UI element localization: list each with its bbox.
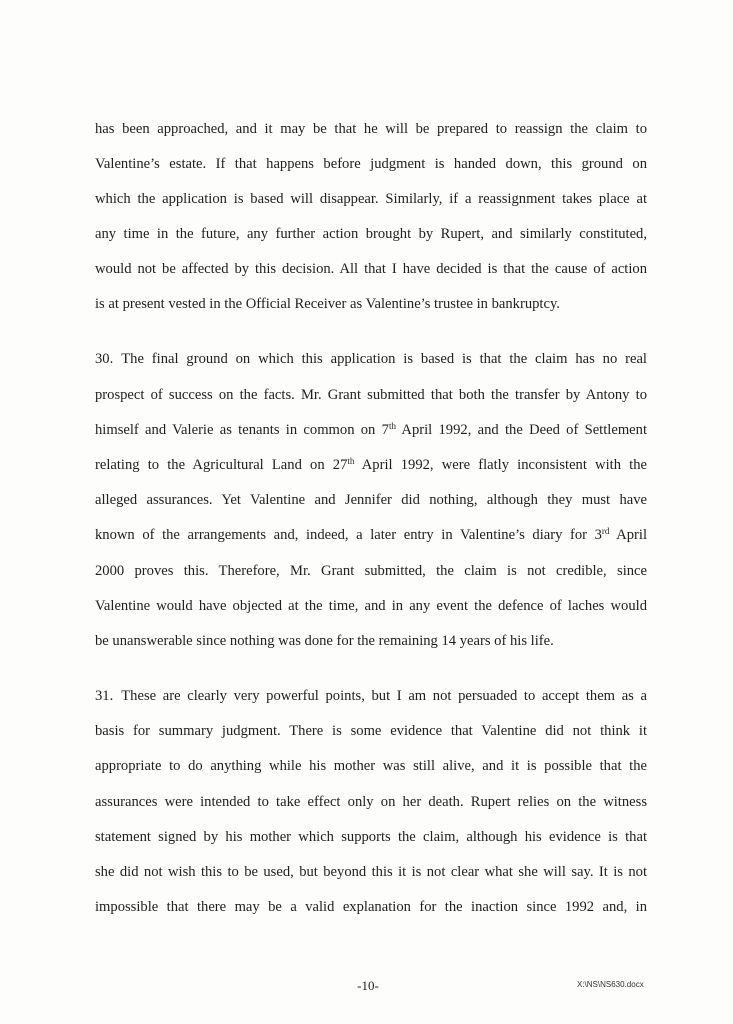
text-line: any time in the future, any further action brought by Rupert, and similarly constituted, bbox=[95, 226, 647, 242]
text-line: basis for summary judgment. There is some evidence that Valentine did not think it bbox=[95, 723, 647, 739]
text-line bbox=[95, 456, 647, 474]
text-segment: himself and Valerie as tenants in common on 7 bbox=[95, 422, 389, 438]
ordinal-suffix: th bbox=[347, 456, 355, 466]
text-segment: April 1992, were flatly inconsistent with the bbox=[354, 457, 647, 473]
text-line: appropriate to do anything while his mother was still alive, and it is possible that the bbox=[95, 758, 647, 774]
text-line: be unanswerable since nothing was done for the remaining 14 years of his life. bbox=[95, 633, 554, 649]
text-line: statement signed by his mother which supports the claim, although his evidence is that bbox=[95, 829, 647, 845]
text-line: is at present vested in the Official Receiver as Valentine’s trustee in bankruptcy. bbox=[95, 296, 560, 312]
text-line: prospect of success on the facts. Mr. Grant submitted that both the transfer by Antony to bbox=[95, 387, 647, 403]
text-line: which the application is based will disappear. Similarly, if a reassignment takes place at bbox=[95, 191, 647, 207]
text-line bbox=[95, 421, 647, 439]
file-reference: X:\NS\NS630.docx bbox=[577, 980, 644, 989]
ordinal-suffix: rd bbox=[601, 526, 610, 536]
text-segment: known of the arrangements and, indeed, a later entry in Valentine’s diary for 3 bbox=[95, 527, 602, 543]
text-line: she did not wish this to be used, but beyond this it is not clear what she will say. It is not bbox=[95, 864, 647, 880]
text-line: assurances were intended to take effect only on her death. Rupert relies on the witness bbox=[95, 794, 647, 810]
text-line: 2000 proves this. Therefore, Mr. Grant submitted, the claim is not credible, since bbox=[95, 563, 647, 579]
text-line: impossible that there may be a valid explanation for the inaction since 1992 and, in bbox=[95, 899, 647, 915]
text-line: The final ground on which this application is based is that the claim has no real bbox=[121, 351, 647, 367]
text-line: would not be affected by this decision. All that I have decided is that the cause of action bbox=[95, 261, 647, 277]
text-segment: relating to the Agricultural Land on 27 bbox=[95, 457, 348, 473]
text-line bbox=[95, 526, 647, 544]
text-segment: April 1992, and the Deed of Settlement bbox=[395, 422, 647, 438]
paragraph-first-line bbox=[95, 350, 647, 368]
paragraph-number: 30. bbox=[95, 351, 114, 367]
text-line: These are clearly very powerful points, but I am not persuaded to accept them as a bbox=[121, 688, 647, 704]
text-line: Valentine’s estate. If that happens before judgment is handed down, this ground on bbox=[95, 156, 647, 172]
ordinal-suffix: th bbox=[388, 421, 396, 431]
page-number: -10- bbox=[357, 978, 379, 993]
text-line: has been approached, and it may be that he will be prepared to reassign the claim to bbox=[95, 121, 647, 137]
paragraph-number: 31. bbox=[95, 688, 114, 704]
text-segment: April bbox=[609, 527, 647, 543]
text-line: alleged assurances. Yet Valentine and Jennifer did nothing, although they must have bbox=[95, 492, 647, 508]
paragraph-first-line bbox=[95, 687, 647, 705]
text-line: Valentine would have objected at the time, and in any event the defence of laches would bbox=[95, 598, 647, 614]
